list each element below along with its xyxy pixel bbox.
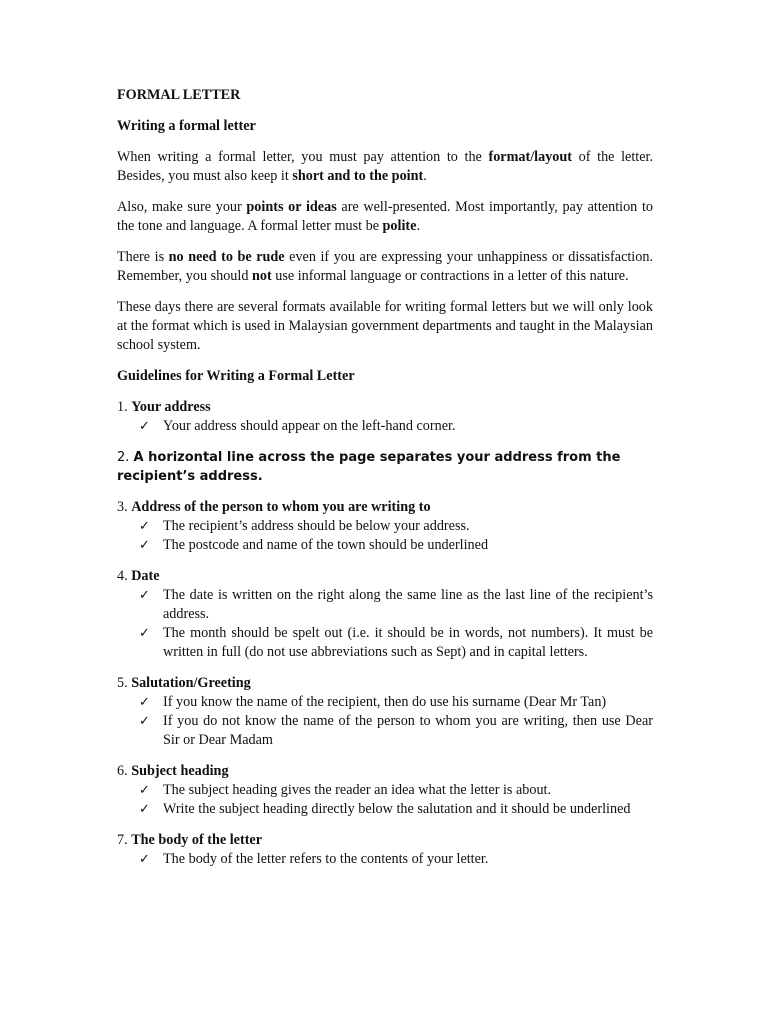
checklist-item: [117, 417, 653, 436]
item-title: Subject heading: [131, 763, 229, 779]
checklist-item: [117, 624, 653, 662]
item-number: 2.: [117, 450, 130, 465]
guideline-item: [117, 762, 653, 819]
checkmark-icon: ✓: [139, 852, 150, 867]
checklist-item: [117, 781, 653, 800]
guideline-item: [117, 831, 653, 869]
checkmark-icon: ✓: [139, 419, 150, 434]
checkmark-icon: ✓: [139, 519, 150, 534]
point-text: The subject heading gives the reader an idea what the letter is about.: [163, 782, 552, 798]
paragraph-2: [117, 198, 653, 236]
checklist-item: [117, 800, 653, 819]
guideline-heading: [117, 398, 653, 417]
point-text: If you know the name of the recipient, then do use his surname (Dear Mr Tan): [163, 694, 607, 710]
item-number: 6.: [117, 763, 128, 779]
text: Also, make sure your: [117, 199, 247, 215]
document-content: [117, 86, 653, 869]
text: .: [416, 218, 420, 234]
checkmark-icon: ✓: [139, 695, 150, 710]
point-text: Write the subject heading directly below the salutation and it should be underlined: [163, 801, 631, 817]
point-text: The date is written on the right along the same line as the last line of the recipient’s address.: [163, 587, 653, 622]
checkmark-icon: ✓: [139, 626, 150, 641]
point-text: The body of the letter refers to the contents of your letter.: [163, 851, 489, 867]
section-subtitle: Writing a formal letter: [117, 118, 256, 134]
text: There is: [117, 249, 169, 265]
text: even if you are expressing your unhappiness or dissatisfaction. Remember, you should: [117, 249, 653, 284]
checklist-item: [117, 586, 653, 624]
text: use informal language or contractions in a letter of this nature.: [271, 268, 629, 284]
checklist: [117, 586, 653, 662]
paragraph-3: [117, 248, 653, 286]
checklist: [117, 517, 653, 555]
checkmark-icon: ✓: [139, 802, 150, 817]
point-text: The recipient’s address should be below your address.: [163, 518, 470, 534]
text: are well-presented. Most importantly, pay attention to the tone and language. A formal letter must be: [117, 199, 653, 234]
checklist: [117, 693, 653, 750]
text: of the letter. Besides, you must also keep it: [117, 149, 654, 184]
guideline-heading: [117, 498, 653, 517]
item-title: Date: [131, 568, 160, 584]
emphasis: no need to be rude: [168, 249, 285, 265]
item-title: Salutation/Greeting: [131, 675, 251, 691]
guidelines-title: Guidelines for Writing a Formal Letter: [117, 368, 355, 384]
emphasis: format/layout: [488, 149, 573, 165]
item-number: 5.: [117, 675, 128, 691]
item-title: Address of the person to whom you are writing to: [131, 499, 431, 515]
text: .: [423, 168, 427, 184]
text: When writing a formal letter, you must pay attention to the: [117, 149, 489, 165]
checklist: [117, 850, 653, 869]
checklist-item: [117, 517, 653, 536]
checkmark-icon: ✓: [139, 783, 150, 798]
checklist-item: [117, 693, 653, 712]
paragraph-4: These days there are several formats available for writing formal letters but we will only look at the format which is used in Malaysian government departments and taught in the Malaysian school system.: [117, 299, 653, 353]
point-text: The month should be spelt out (i.e. it should be in words, not numbers). It must be written in full (do not use abbreviations such as Sept) and in capital letters.: [163, 625, 653, 660]
checklist: [117, 781, 653, 819]
document-title: FORMAL LETTER: [117, 87, 241, 103]
checklist-item: [117, 850, 653, 869]
guideline-item: [117, 498, 653, 555]
checkmark-icon: ✓: [139, 588, 150, 603]
point-text: Your address should appear on the left-hand corner.: [163, 418, 456, 434]
checkmark-icon: ✓: [139, 714, 150, 729]
point-text: The postcode and name of the town should be underlined: [163, 537, 489, 553]
item-title: The body of the letter: [131, 832, 263, 848]
point-text: If you do not know the name of the person to whom you are writing, then use Dear Sir or Dear Madam: [163, 713, 653, 748]
checkmark-icon: ✓: [139, 538, 150, 553]
item-number: 1.: [117, 399, 128, 415]
item-number: 7.: [117, 832, 128, 848]
guideline-item: [117, 448, 653, 486]
item-number: 4.: [117, 568, 128, 584]
item-title: Your address: [131, 399, 211, 415]
guideline-heading: [117, 762, 653, 781]
guidelines-list: [117, 398, 653, 869]
guideline-item: [117, 674, 653, 750]
guideline-heading: [117, 567, 653, 586]
paragraph-1: [117, 148, 653, 186]
guideline-item: [117, 398, 653, 436]
guideline-heading: [117, 448, 653, 486]
checklist-item: [117, 712, 653, 750]
emphasis: polite: [382, 218, 417, 234]
item-title: A horizontal line across the page separates your address from the recipient’s address.: [117, 450, 621, 484]
checklist-item: [117, 536, 653, 555]
guideline-heading: [117, 674, 653, 693]
emphasis: not: [251, 268, 272, 284]
item-number: 3.: [117, 499, 128, 515]
emphasis: points or ideas: [246, 199, 337, 215]
emphasis: short and to the point: [292, 168, 424, 184]
guideline-heading: [117, 831, 653, 850]
checklist: [117, 417, 653, 436]
guideline-item: [117, 567, 653, 662]
